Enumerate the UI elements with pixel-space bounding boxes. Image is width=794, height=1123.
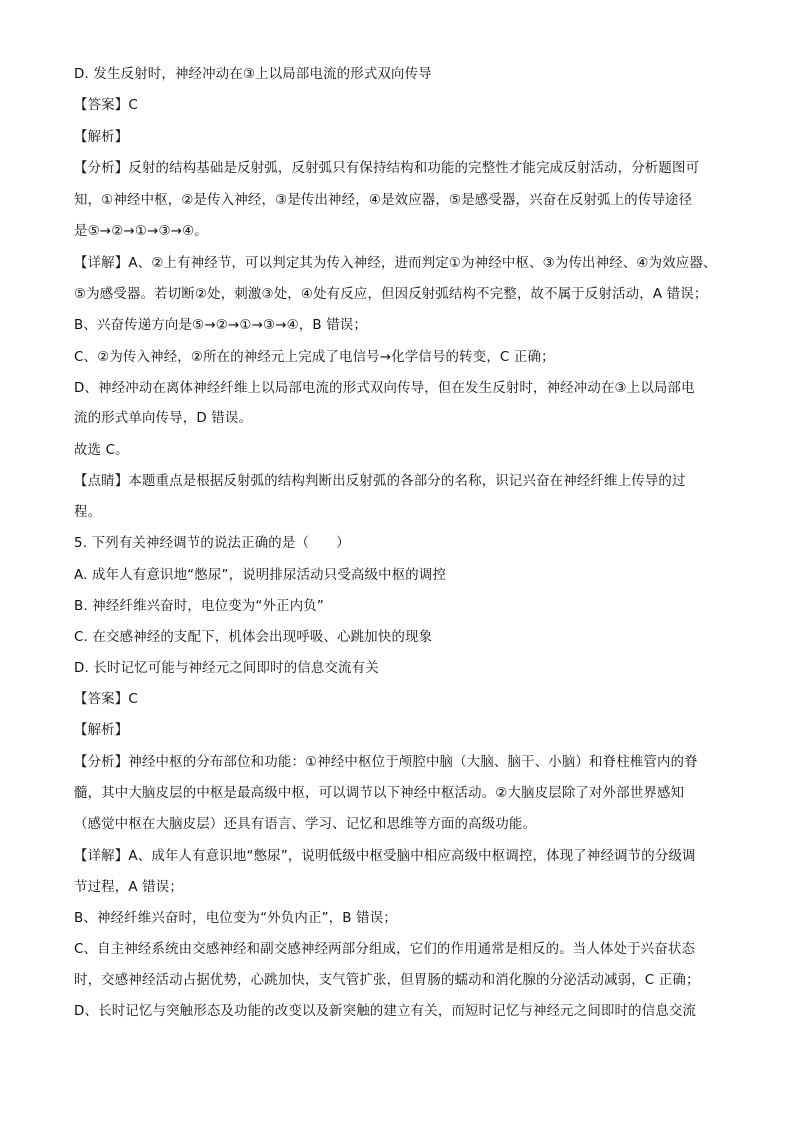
text-line: 髓，其中大脑皮层的中枢是最高级中枢，可以调节以下神经中枢活动。②大脑皮层除了对外部世界感知 (74, 786, 685, 801)
option-c: C. 在交感神经的支配下，机体会出现呼吸、心跳加快的现象 (74, 630, 433, 645)
text-line: （感觉中枢在大脑皮层）还具有语言、学习、记忆和思维等方面的高级功能。 (74, 817, 537, 832)
text-line: 【答案】C (74, 692, 138, 707)
text-line: 时，交感神经活动占据优势，心跳加快，支气管扩张，但胃肠的蠕动和消化腺的分泌活动减弱，C 正确； (74, 973, 700, 988)
text-line: 【详解】A、成年人有意识地“憋尿”，说明低级中枢受脑中相应高级中枢调控，体现了神经调节的分级调 (74, 849, 696, 864)
text-line: 【解析】 (74, 723, 129, 738)
text-line: 【分析】反射的结构基础是反射弧，反射弧只有保持结构和功能的完整性才能完成反射活动，分析题图可 (74, 161, 700, 176)
text-line: 【点睛】本题重点是根据反射弧的结构判断出反射弧的各部分的名称，识记兴奋在神经纤维上传导的过 (74, 474, 686, 489)
text-line: D、长时记忆与突触形态及功能的改变以及新突触的建立有关，而短时记忆与神经元之间即时的信息交流 (74, 1004, 697, 1019)
text-line: C、②为传入神经，②所在的神经元上完成了电信号→化学信号的转变，C 正确； (74, 350, 555, 365)
option-a: A. 成年人有意识地“憋尿”，说明排尿活动只受高级中枢的调控 (74, 568, 447, 583)
text-line: B、兴奋传递方向是⑤→②→①→③→④，B 错误； (74, 318, 368, 333)
text-line: C、自主神经系统由交感神经和副交感神经两部分组成，它们的作用通常是相反的。当人体处于兴奋状态 (74, 942, 696, 957)
text-line: D. 发生反射时，神经冲动在③上以局部电流的形式双向传导 (74, 67, 432, 82)
text-line: 节过程，A 错误； (74, 880, 183, 895)
text-line: B、神经纤维兴奋时，电位变为“外负内正”，B 错误； (74, 911, 397, 926)
text-line: 【详解】A、②上有神经节，可以判定其为传入神经，进而判定①为神经中枢、③为传出神经、④为效应器、 (74, 256, 717, 271)
text-line: 是⑤→②→①→③→④。 (74, 224, 208, 239)
text-line: ⑤为感受器。若切断②处，刺激③处，④处有反应，但因反射弧结构不完整，故不属于反射活动，A 错误； (74, 287, 708, 302)
text-line: 程。 (74, 505, 102, 520)
text-line: D、神经冲动在离体神经纤维上以局部电流的形式双向传导，但在发生反射时，神经冲动在③上以局部电 (74, 381, 695, 396)
question-title: 5. 下列有关神经调节的说法正确的是（ ） (74, 536, 350, 551)
text-line: 【答案】C (74, 98, 138, 113)
option-b: B. 神经纤维兴奋时，电位变为“外正内负” (74, 599, 325, 614)
text-line: 【解析】 (74, 130, 129, 145)
text-line: 故选 C。 (74, 443, 129, 458)
text-line: 知，①神经中枢，②是传入神经，③是传出神经，④是效应器，⑤是感受器，兴奋在反射弧上的传导途径 (74, 193, 693, 208)
text-line: 流的形式单向传导，D 错误。 (74, 411, 253, 426)
option-d: D. 长时记忆可能与神经元之间即时的信息交流有关 (74, 661, 379, 676)
text-line: 【分析】神经中枢的分布部位和功能：①神经中枢位于颅腔中脑（大脑、脑干、小脑）和脊柱椎管内的脊 (74, 755, 698, 770)
